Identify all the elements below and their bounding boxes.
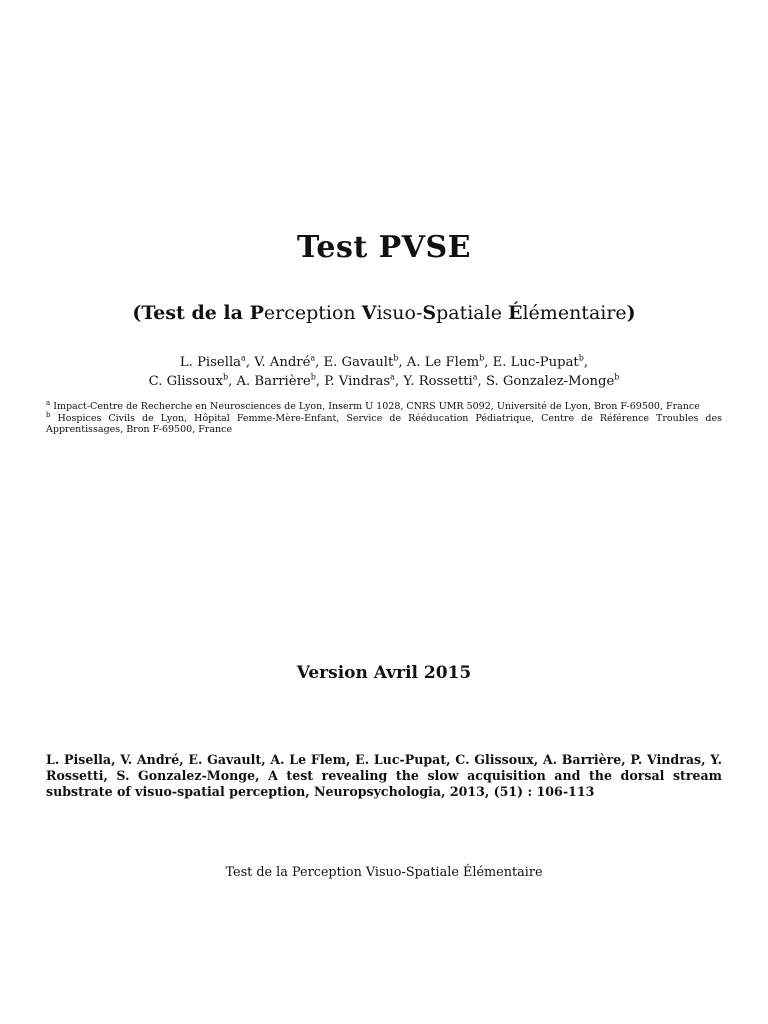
affiliations [46, 398, 722, 436]
citation-reference: L. Pisella, V. André, E. Gavault, A. Le Flem, E. Luc-Pupat, C. Glissoux, A. Barrière, P. Vindras, Y. Rossetti, S. Gonzalez-Monge, A test revealing the slow acquisition and the dorsal stream substrate of visuo-spatial perception, Neuropsychologia, 2013, (51) : 106-113 [46, 752, 722, 799]
document-subtitle [0, 302, 768, 324]
version-label: Version Avril 2015 [296, 663, 472, 683]
subtitle-part-3: patiale [436, 302, 508, 324]
author-separator: , [228, 374, 237, 389]
author-line-2 [0, 372, 768, 391]
footer-text: Test de la Perception Visuo-Spatiale Élémentaire [225, 865, 543, 880]
subtitle-close: ) [626, 302, 636, 324]
subtitle-part-1-bold: Test de la P [141, 302, 264, 324]
subtitle-part-4: lémentaire [522, 302, 627, 324]
author-affil-mark: b [310, 372, 316, 382]
affiliation-mark: b [46, 410, 51, 419]
author: L. Pisella [179, 355, 242, 370]
author-separator: , [394, 374, 404, 389]
author-affil-mark: b [222, 372, 229, 382]
affiliation-mark: a [46, 398, 51, 407]
author-separator: , [583, 355, 589, 370]
affiliation-b [46, 410, 722, 436]
author-affil-mark: a [310, 353, 316, 363]
author-line-1 [0, 353, 768, 372]
subtitle-part-2: isuo- [376, 302, 423, 324]
author: Y. Rossetti [403, 374, 473, 389]
author-affil-mark: b [614, 372, 620, 382]
affiliation-a [46, 398, 722, 413]
author: V. André [254, 355, 311, 370]
document-title: Test PVSE [296, 230, 472, 265]
subtitle-part-1: erception [263, 302, 362, 324]
author-affil-mark: b [479, 353, 485, 363]
author-list [0, 353, 768, 391]
author-separator: , [477, 374, 486, 389]
author-separator: , [245, 355, 255, 370]
author: C. Glissoux [148, 374, 223, 389]
author: A. Barrière [236, 374, 311, 389]
author-separator: , [484, 355, 493, 370]
author-separator: , [398, 355, 407, 370]
author: E. Gavault [323, 355, 394, 370]
subtitle-part-3-bold: S [422, 302, 437, 324]
author-affil-mark: a [241, 353, 246, 363]
author: S. Gonzalez-Monge [485, 374, 615, 389]
author-affil-mark: b [393, 353, 399, 363]
author: A. Le Flem [406, 355, 480, 370]
author: P. Vindras [324, 374, 391, 389]
author-affil-mark: a [390, 372, 395, 382]
affiliation-text: Hospices Civils de Lyon, Hôpital Femme-Mère-Enfant, Service de Rééducation Pédiatrique, Centre de Référence Troubles des Apprentissages, Bron F-69500, France [46, 412, 722, 435]
author: E. Luc-Pupat [492, 355, 579, 370]
author-affil-mark: a [472, 372, 478, 382]
author-separator: , [315, 374, 325, 389]
subtitle-open: ( [132, 302, 142, 324]
author-separator: , [315, 355, 324, 370]
author-affil-mark: b [578, 353, 584, 363]
subtitle-part-2-bold: V [361, 302, 377, 324]
affiliation-text: Impact-Centre de Recherche en Neurosciences de Lyon, Inserm U 1028, CNRS UMR 5092, Université de Lyon, Bron F-69500, France [50, 401, 700, 412]
subtitle-part-4-bold: É [508, 302, 523, 324]
